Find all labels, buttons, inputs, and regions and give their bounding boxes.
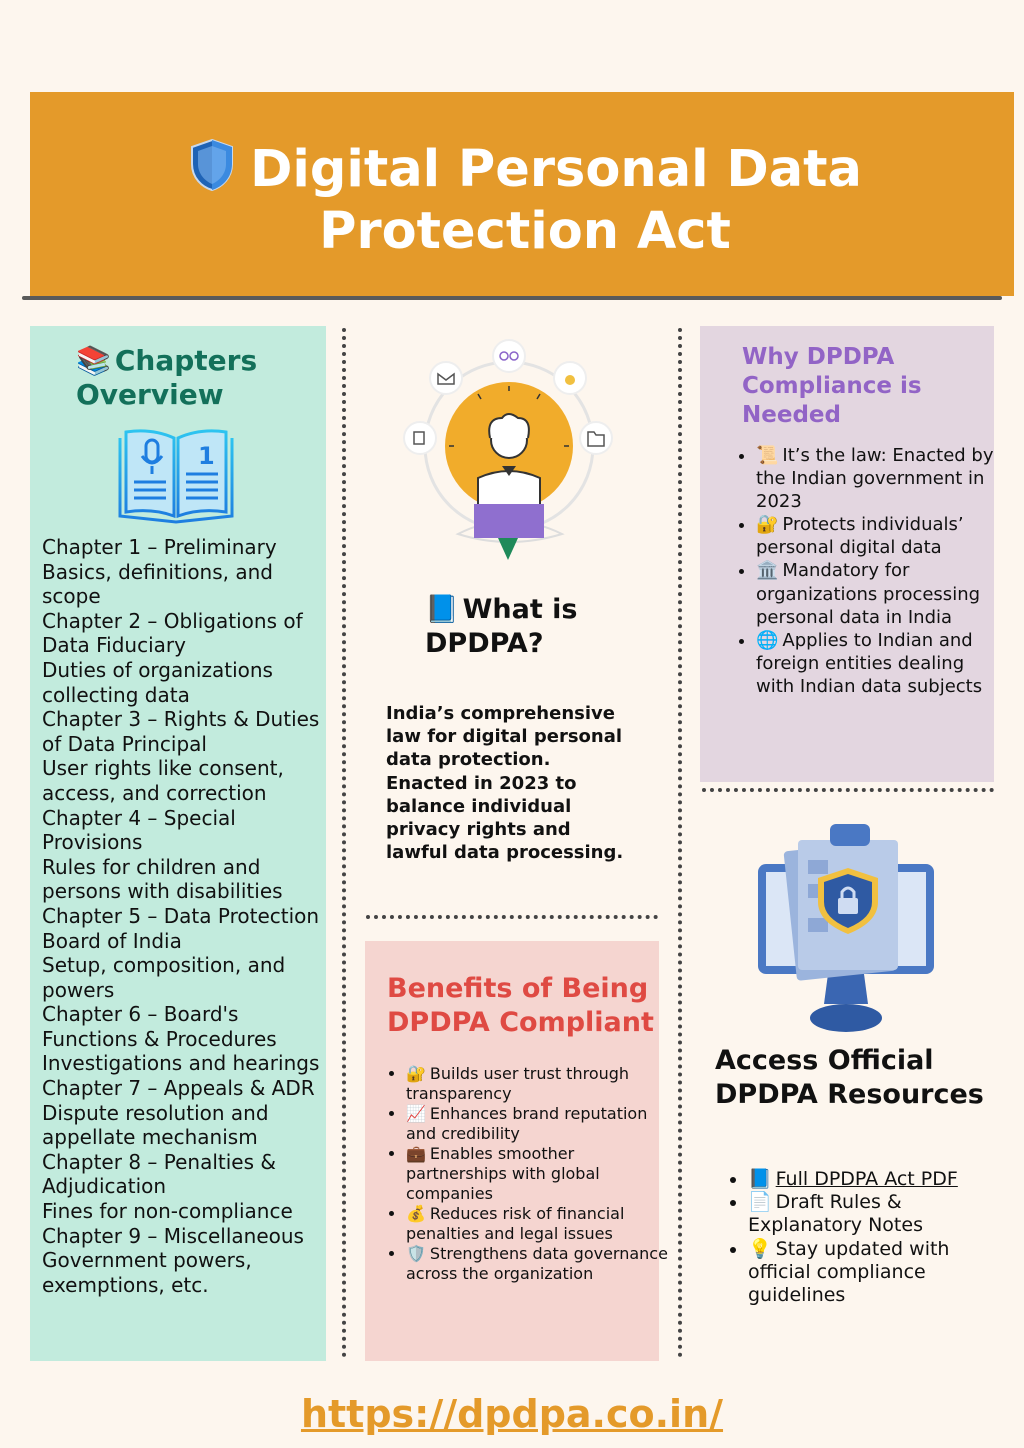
why-item-text: Protects individuals’ personal digital data	[756, 514, 964, 559]
resource-item-link[interactable]: Full DPDPA Act PDF	[775, 1168, 958, 1190]
why-item-icon: 🔐	[756, 514, 779, 536]
why-item-text: It’s the law: Enacted by the Indian government in 2023	[756, 445, 994, 513]
benefit-item-text: Strengthens data governance across the organization	[406, 1244, 668, 1283]
chapter-item: User rights like consent, access, and correction	[42, 756, 284, 805]
resource-item-icon: 💡	[748, 1237, 772, 1260]
why-item	[756, 559, 1004, 628]
what-is-heading-text: What is DPDPA?	[425, 594, 578, 659]
divider-dotted-right-column	[702, 788, 994, 792]
chapters-heading	[76, 344, 316, 412]
benefit-item-icon: 🔐	[406, 1064, 426, 1083]
chapter-item: Chapter 4 – Special Provisions	[42, 805, 236, 855]
chapter-item: Chapter 3 – Rights & Duties of Data Principal	[42, 707, 320, 756]
divider-dotted-center	[366, 915, 658, 919]
chapter-item: Chapter 7 – Appeals & ADR	[42, 1076, 315, 1101]
banner-divider	[22, 296, 1002, 300]
person-at-laptop-illustration	[398, 338, 628, 570]
resource-item-icon: 📄	[748, 1191, 772, 1214]
chapter-item: Setup, composition, and powers	[42, 953, 286, 1002]
why-item	[756, 629, 1004, 698]
chapter-item: Fines for non-compliance	[42, 1199, 293, 1224]
chapter-item: Government powers, exemptions, etc.	[42, 1248, 252, 1297]
benefit-item-icon: 📈	[406, 1104, 426, 1123]
footer-url-link[interactable]: https://dpdpa.co.in/	[300, 1392, 724, 1436]
divider-dotted-right	[678, 328, 682, 1358]
page-title-text: Digital Personal Data Protection Act	[250, 140, 862, 261]
secure-monitor-illustration	[756, 818, 936, 1038]
why-item	[756, 444, 1004, 513]
benefit-item-text: Enhances brand reputation and credibility	[406, 1104, 648, 1143]
why-item	[756, 513, 1004, 559]
benefits-list	[388, 1064, 668, 1284]
resource-item	[748, 1168, 1008, 1191]
chapter-item: Chapter 9 – Miscellaneous	[42, 1223, 304, 1248]
benefit-item-icon: 💼	[406, 1144, 426, 1163]
access-list	[729, 1168, 1008, 1307]
chapter-item: Dispute resolution and appellate mechanism	[42, 1100, 269, 1150]
benefit-item	[406, 1144, 668, 1204]
why-item-icon: 🏛️	[756, 560, 779, 582]
open-book-icon	[116, 426, 236, 524]
chapter-item: Chapter 5 – Data Protection Board of India	[42, 903, 320, 953]
benefit-item-icon: 🛡️	[406, 1244, 426, 1263]
benefit-item	[406, 1064, 668, 1104]
benefit-item-text: Enables smoother partnerships with global companies	[406, 1144, 600, 1203]
page-title	[60, 138, 990, 263]
chapter-item: Chapter 2 – Obligations of Data Fiduciary	[42, 608, 303, 658]
benefit-item-icon: 💰	[406, 1204, 426, 1223]
benefit-item	[406, 1204, 668, 1244]
benefit-item	[406, 1244, 668, 1284]
divider-dotted-left	[342, 328, 346, 1358]
svg-text:1: 1	[198, 442, 215, 470]
chapter-item: Basics, definitions, and scope	[42, 559, 273, 609]
resource-item-text: Draft Rules & Explanatory Notes	[748, 1191, 923, 1237]
benefit-item-text: Reduces risk of financial penalties and legal issues	[406, 1204, 625, 1243]
why-item-icon: 🌐	[756, 629, 779, 651]
chapters-heading-text: Chapters Overview	[76, 344, 258, 411]
resource-item-icon: 📘	[748, 1168, 772, 1190]
resource-item-text: Stay updated with official compliance guidelines	[748, 1237, 950, 1307]
chapter-item: Duties of organizations collecting data	[42, 657, 273, 707]
chapter-item: Rules for children and persons with disabilities	[42, 854, 283, 904]
resource-item	[748, 1191, 1008, 1237]
chapter-item: Chapter 8 – Penalties & Adjudication	[42, 1149, 276, 1199]
chapter-item: Chapter 1 – Preliminary	[42, 535, 277, 559]
benefit-item-text: Builds user trust through transparency	[406, 1064, 630, 1103]
chapter-item: Chapter 6 – Board's Functions & Procedures	[42, 1002, 277, 1051]
why-item-icon: 📜	[756, 445, 779, 466]
why-list	[737, 444, 1004, 698]
what-is-description: India’s comprehensive law for digital personal data protection. Enacted in 2023 to balance individual privacy rights and lawful data processing.	[386, 703, 624, 864]
why-item-text: Applies to Indian and foreign entities dealing with Indian data subjects	[756, 629, 983, 697]
why-item-text: Mandatory for organizations processing personal data in India	[756, 560, 981, 628]
shield-icon	[188, 138, 236, 192]
benefits-heading: Benefits of Being DPDPA Compliant	[387, 973, 654, 1038]
chapter-item: Investigations and hearings	[42, 1051, 320, 1076]
why-heading: Why DPDPA Compliance is Needed	[742, 344, 922, 428]
books-icon: 📚	[76, 344, 111, 377]
what-is-heading	[425, 593, 655, 661]
chapters-list	[42, 535, 322, 1297]
benefit-item	[406, 1104, 668, 1144]
blue-book-icon: 📘	[425, 594, 459, 625]
access-heading: Access Official DPDPA Resources	[715, 1045, 984, 1110]
resource-item	[748, 1238, 1008, 1308]
